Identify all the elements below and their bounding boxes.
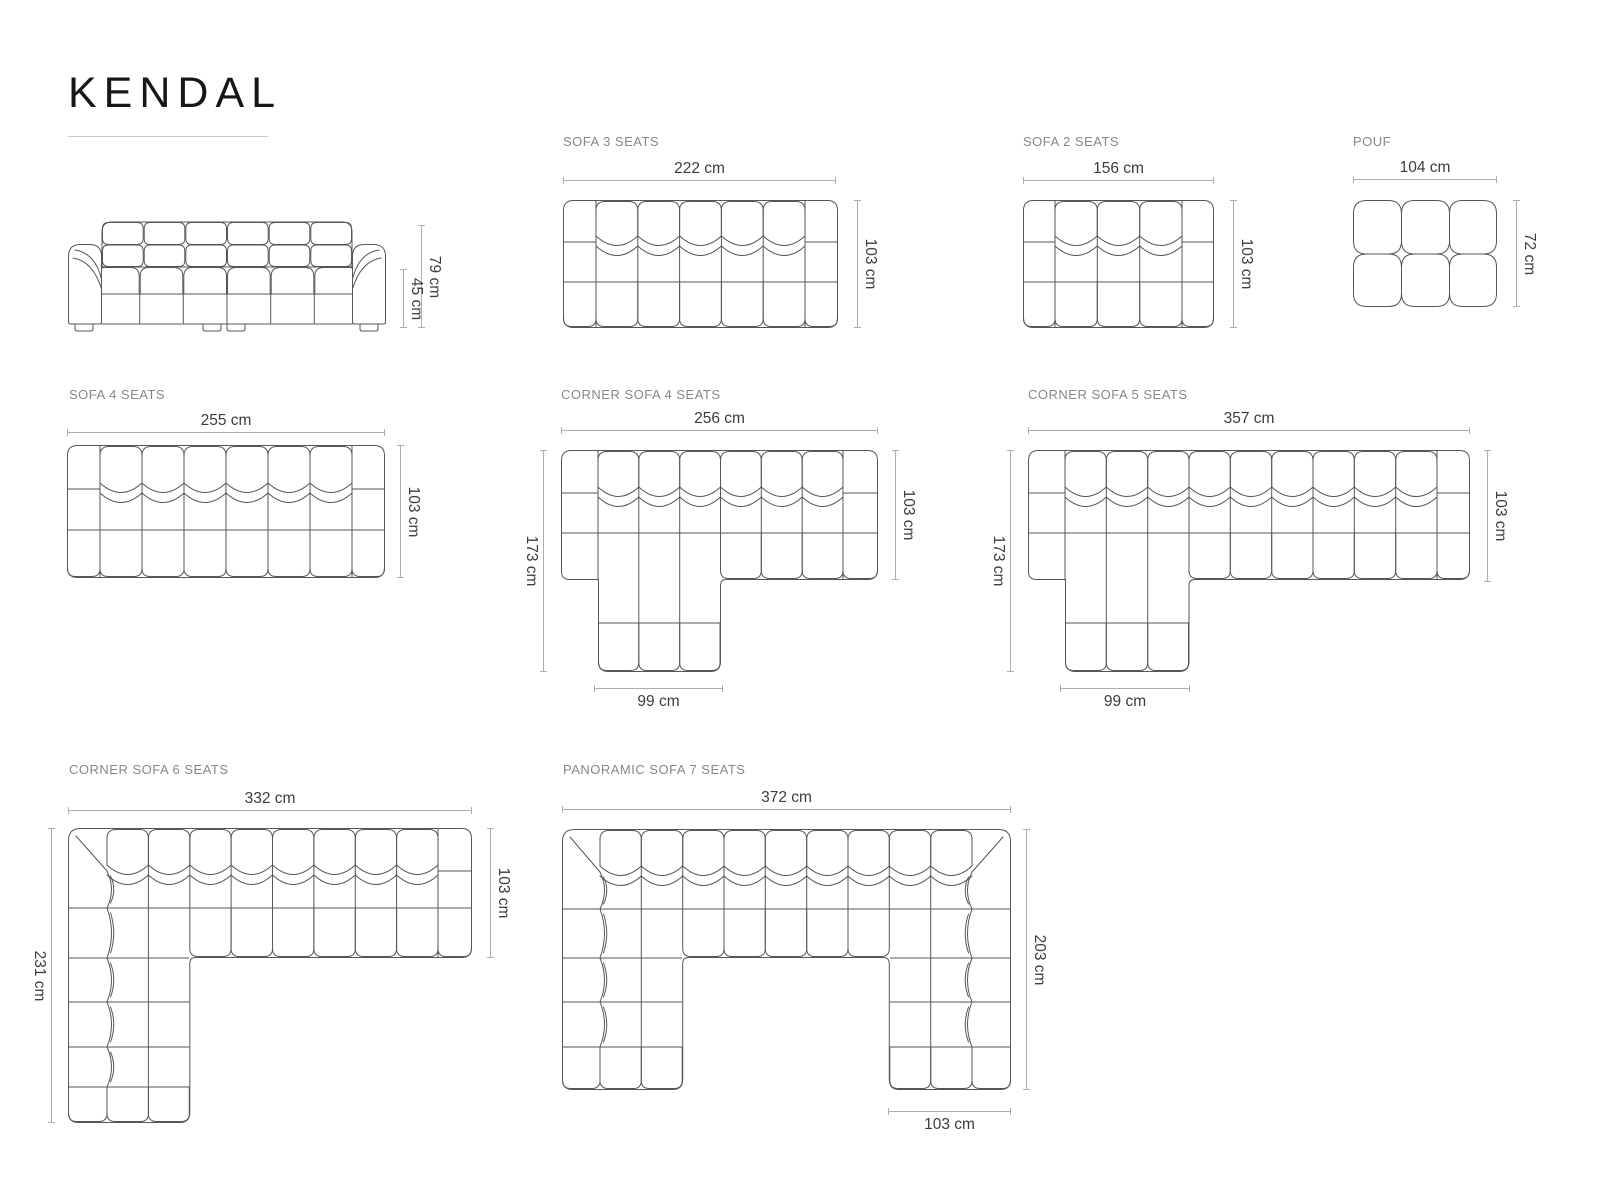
corner4-depth-dimension [895,450,917,580]
dimension-line [1353,179,1497,180]
dimension-label: 104 cm [1399,159,1451,176]
corner5-total-depth-dimension [990,450,1011,672]
pano7-top-view-diagram [562,829,1011,1090]
dimension-line [1023,180,1214,181]
sofa3-label: SOFA 3 SEATS [563,134,660,149]
dimension-line [895,450,896,580]
dimension-line [490,828,491,958]
corner4-total-depth-dimension [523,450,544,672]
dimension-line [562,809,1011,810]
pano7-wing-dimension [888,1111,1011,1133]
dimension-line [1028,430,1470,431]
collection-title: KENDAL [68,69,283,117]
front-seat-height-dimension [403,269,425,328]
dimension-label: 103 cm [405,486,422,537]
dimension-label: 173 cm [523,535,540,587]
pano7-width-dimension [562,790,1011,810]
corner6-width-dimension [68,791,472,811]
dimension-label: 45 cm [408,277,425,320]
dimension-line [403,269,404,328]
pano7-total-depth-dimension [1026,829,1048,1090]
dimension-line [400,445,401,578]
dimension-line [68,810,472,811]
dimension-label: 103 cm [1238,238,1255,290]
dimension-line [1010,450,1011,672]
dimension-line [857,200,858,328]
sofa3-top-view-diagram [563,200,838,328]
sofa2-top-view-diagram [1023,200,1214,328]
dimension-label: 156 cm [1093,160,1144,177]
title-underline [68,136,268,137]
pano7-label: PANORAMIC SOFA 7 SEATS [563,762,746,777]
dimension-line [1026,829,1027,1090]
dimension-label: 72 cm [1521,232,1538,275]
sofa4-top-view-diagram [67,445,385,578]
corner4-label: CORNER SOFA 4 SEATS [561,387,721,402]
sofa-front-view-diagram [62,219,392,333]
sofa3-depth-dimension [857,200,879,328]
sofa4-width-dimension [67,413,385,433]
corner4-chaise-dimension [594,688,723,710]
dimension-line [888,1111,1011,1112]
dimension-label: 255 cm [200,412,252,429]
corner5-width-dimension [1028,411,1470,431]
dimension-label: 357 cm [1223,410,1275,427]
pouf-label: POUF [1353,134,1392,149]
dimension-label: 203 cm [1031,934,1048,985]
dimension-line [543,450,544,672]
corner5-depth-dimension [1487,450,1509,582]
dimension-label: 256 cm [694,410,745,427]
dimension-line [563,180,836,181]
sofa2-depth-dimension [1233,200,1255,328]
corner4-width-dimension [561,411,878,431]
dimension-label: 222 cm [674,160,725,177]
sofa4-depth-dimension [400,445,422,578]
dimension-label: 103 cm [1492,490,1509,542]
corner6-top-view-diagram [68,828,472,1123]
dimension-line [51,828,52,1123]
pouf-depth-dimension [1516,200,1538,307]
dimension-label: 99 cm [637,693,680,710]
dimension-label: 99 cm [1103,693,1147,710]
dimension-label: 103 cm [495,867,512,919]
corner6-depth-dimension [490,828,512,958]
dimension-label: 103 cm [862,238,879,290]
dimension-label: 173 cm [990,535,1007,587]
corner5-top-view-diagram [1028,450,1470,672]
dimension-line [1516,200,1517,307]
dimension-line [1487,450,1488,582]
corner4-top-view-diagram [561,450,878,672]
sofa2-width-dimension [1023,161,1214,181]
dimension-line [594,688,723,689]
sofa4-label: SOFA 4 SEATS [69,387,166,402]
pouf-width-dimension [1353,160,1497,180]
dimension-line [1233,200,1234,328]
corner6-label: CORNER SOFA 6 SEATS [69,762,229,777]
dimension-label: 103 cm [900,489,917,541]
dimension-line [67,432,385,433]
sofa3-width-dimension [563,161,836,181]
dimension-label: 332 cm [244,790,296,807]
dimension-line [1060,688,1190,689]
dimension-label: 103 cm [924,1116,975,1133]
dimension-line [561,430,878,431]
corner5-chaise-dimension [1060,688,1190,710]
corner5-label: CORNER SOFA 5 SEATS [1028,387,1188,402]
dimension-label: 231 cm [31,950,48,1001]
sofa2-label: SOFA 2 SEATS [1023,134,1120,149]
dimension-label: 372 cm [761,789,812,806]
dimension-label: 79 cm [426,255,443,298]
pouf-top-view-diagram [1353,200,1497,307]
corner6-total-depth-dimension [31,828,52,1123]
